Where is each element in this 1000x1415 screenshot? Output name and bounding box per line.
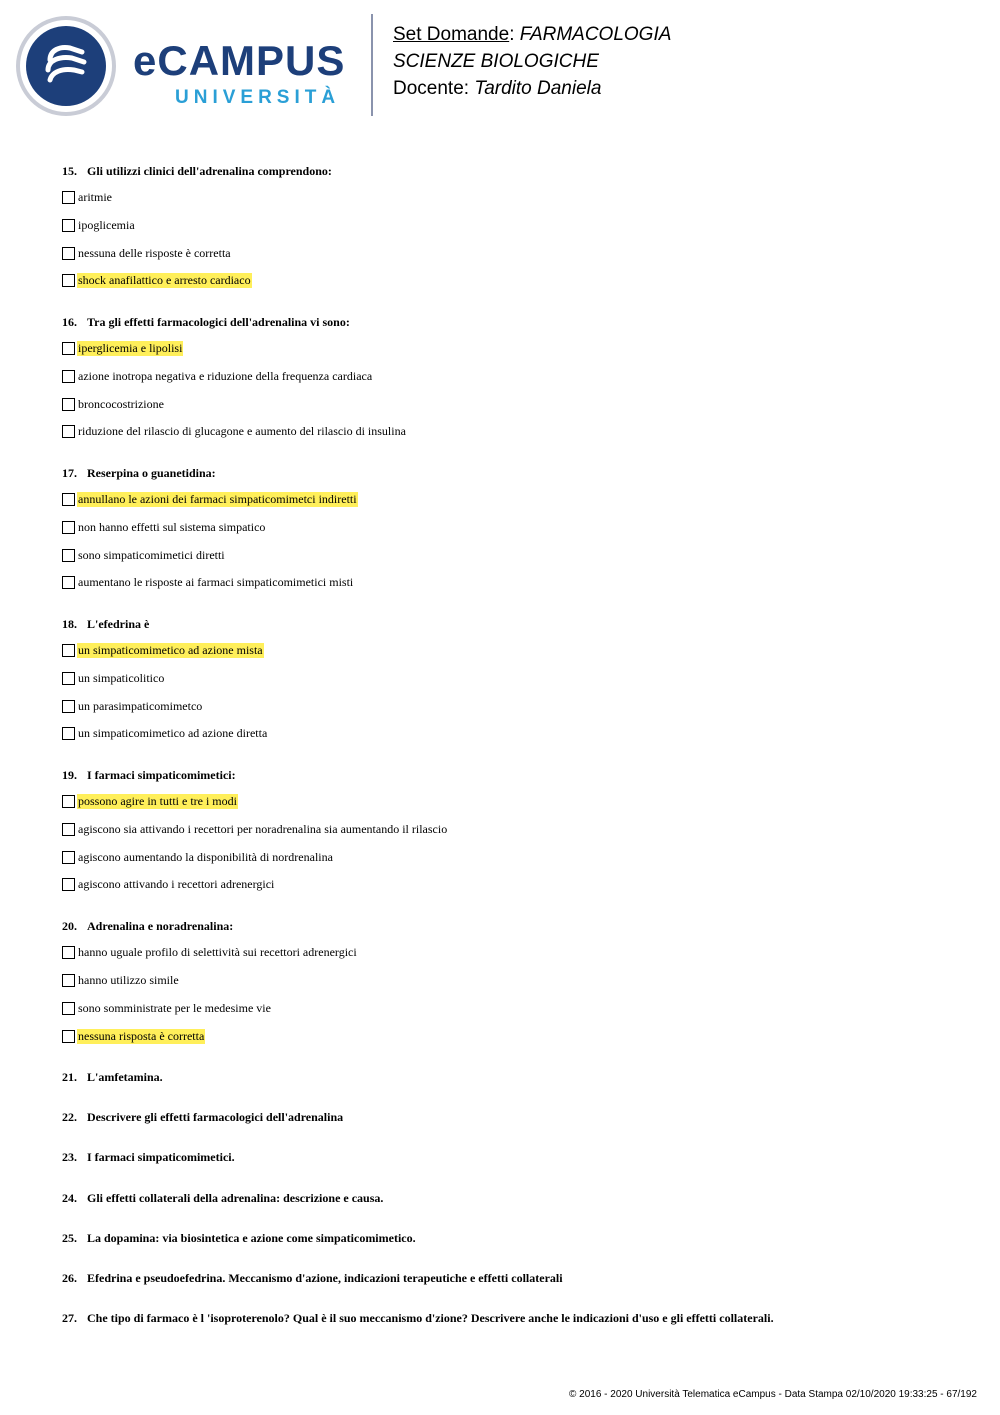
option[interactable]	[62, 670, 165, 686]
brand-subtitle: UNIVERSITÀ	[175, 87, 341, 108]
open-question-25	[62, 1231, 416, 1245]
checkbox[interactable]	[62, 1002, 75, 1015]
question-text: Tra gli effetti farmacologici dell'adrenalina vi sono:	[87, 315, 350, 329]
subject: FARMACOLOGIA	[519, 24, 672, 45]
option-text: aritmie	[78, 189, 112, 204]
question-number: 18.	[62, 617, 77, 631]
checkbox[interactable]	[62, 823, 75, 836]
checkbox[interactable]	[62, 521, 75, 534]
docente-name: Tardito Daniela	[474, 78, 602, 99]
option[interactable]	[62, 1000, 272, 1016]
question-number: 23.	[62, 1150, 77, 1164]
checkbox[interactable]	[62, 672, 75, 685]
checkbox[interactable]	[62, 795, 75, 808]
question-number: 17.	[62, 466, 77, 480]
question-17	[62, 466, 216, 480]
question-text: L'efedrina è	[87, 617, 150, 631]
option-text: riduzione del rilascio di glucagone e aumento del rilascio di insulina	[78, 423, 406, 438]
option[interactable]	[62, 876, 275, 892]
question-number: 20.	[62, 919, 77, 933]
question-text: Reserpina o guanetidina:	[87, 466, 216, 480]
option-text: aumentano le risposte ai farmaci simpaticomimetici misti	[78, 574, 354, 589]
checkbox[interactable]	[62, 493, 75, 506]
question-19	[62, 768, 236, 782]
option[interactable]	[62, 368, 373, 384]
option-text-highlighted: un simpaticomimetico ad azione mista	[78, 642, 263, 657]
question-text: Gli effetti collaterali della adrenalina: descrizione e causa.	[87, 1191, 384, 1205]
set-line: Set Domande: FARMACOLOGIA	[393, 24, 672, 45]
question-number: 16.	[62, 315, 77, 329]
option-text: agiscono sia attivando i recettori per noradrenalina sia aumentando il rilascio	[78, 821, 448, 836]
course-line	[393, 52, 599, 71]
page-header	[0, 0, 1000, 130]
option[interactable]	[62, 698, 203, 714]
question-number: 15.	[62, 164, 77, 178]
question-text: Adrenalina e noradrenalina:	[87, 919, 234, 933]
option-correct[interactable]	[62, 491, 358, 507]
option[interactable]	[62, 944, 358, 960]
option-correct[interactable]	[62, 1028, 205, 1044]
question-15	[62, 164, 332, 178]
checkbox[interactable]	[62, 342, 75, 355]
checkbox[interactable]	[62, 274, 75, 287]
question-text: I farmaci simpaticomimetici.	[87, 1150, 235, 1164]
course: SCIENZE BIOLOGICHE	[393, 51, 599, 72]
docente-label: Docente	[393, 78, 464, 99]
option-text: non hanno effetti sul sistema simpatico	[78, 519, 266, 534]
question-text: Che tipo di farmaco è l 'isoproterenolo? Qual è il suo meccanismo d'zione? Descrivere anche le indicazioni d'uso e gli effetti collaterali.	[87, 1311, 774, 1325]
checkbox[interactable]	[62, 576, 75, 589]
question-text: Efedrina e pseudoefedrina. Meccanismo d'azione, indicazioni terapeutiche e effetti collaterali	[87, 1271, 563, 1285]
checkbox[interactable]	[62, 851, 75, 864]
question-number: 24.	[62, 1191, 77, 1205]
page-footer: © 2016 - 2020 Università Telematica eCampus - Data Stampa 02/10/2020 19:33:25 - 67/192	[569, 1389, 977, 1400]
option-text: hanno utilizzo simile	[78, 972, 179, 987]
option[interactable]	[62, 189, 113, 205]
checkbox[interactable]	[62, 878, 75, 891]
option-text: hanno uguale profilo di selettività sui recettori adrenergici	[78, 944, 357, 959]
option-text-highlighted: possono agire in tutti e tre i modi	[78, 793, 237, 808]
ecampus-emblem-icon	[26, 26, 106, 106]
checkbox[interactable]	[62, 700, 75, 713]
option-text: un simpaticolitico	[78, 670, 165, 685]
option-text: azione inotropa negativa e riduzione della frequenza cardiaca	[78, 368, 373, 383]
option-correct[interactable]	[62, 272, 252, 288]
open-question-24	[62, 1191, 383, 1205]
option-text-highlighted: shock anafilattico e arresto cardiaco	[78, 272, 251, 287]
checkbox[interactable]	[62, 727, 75, 740]
option-text-highlighted: annullano le azioni dei farmaci simpaticomimetci indiretti	[78, 491, 357, 506]
option-text: nessuna delle risposte è corretta	[78, 245, 231, 260]
header-divider	[371, 14, 373, 116]
option-correct[interactable]	[62, 340, 183, 356]
option-correct[interactable]	[62, 642, 264, 658]
question-text: La dopamina: via biosintetica e azione come simpaticomimetico.	[87, 1231, 416, 1245]
option[interactable]	[62, 972, 180, 988]
option-text-highlighted: nessuna risposta è corretta	[78, 1028, 205, 1043]
question-text: Gli utilizzi clinici dell'adrenalina comprendono:	[87, 164, 332, 178]
checkbox[interactable]	[62, 1030, 75, 1043]
option-text: ipoglicemia	[78, 217, 135, 232]
option-text: agiscono attivando i recettori adrenergici	[78, 876, 275, 891]
checkbox[interactable]	[62, 370, 75, 383]
brand-name: eCAMPUS	[133, 37, 346, 84]
open-question-23	[62, 1150, 235, 1164]
option-text: sono somministrate per le medesime vie	[78, 1000, 271, 1015]
option[interactable]	[62, 245, 232, 261]
option[interactable]	[62, 217, 136, 233]
question-number: 26.	[62, 1271, 77, 1285]
open-question-22	[62, 1110, 343, 1124]
open-question-21	[62, 1070, 163, 1084]
option-text: un simpaticomimetico ad azione diretta	[78, 725, 268, 740]
option[interactable]	[62, 725, 268, 741]
question-number: 25.	[62, 1231, 77, 1245]
option[interactable]	[62, 574, 354, 590]
option-text: un parasimpaticomimetco	[78, 698, 203, 713]
ecampus-logo-badge	[16, 16, 116, 116]
option[interactable]	[62, 547, 226, 563]
open-question-27	[62, 1311, 774, 1325]
question-16	[62, 315, 350, 329]
question-20	[62, 919, 233, 933]
checkbox[interactable]	[62, 946, 75, 959]
checkbox[interactable]	[62, 191, 75, 204]
option[interactable]	[62, 423, 407, 439]
checkbox[interactable]	[62, 425, 75, 438]
checkbox[interactable]	[62, 549, 75, 562]
question-text: I farmaci simpaticomimetici:	[87, 768, 236, 782]
checkbox[interactable]	[62, 398, 75, 411]
open-question-26	[62, 1271, 563, 1285]
checkbox[interactable]	[62, 219, 75, 232]
option-text: broncocostrizione	[78, 396, 164, 411]
checkbox[interactable]	[62, 644, 75, 657]
set-label: Set Domande	[393, 24, 510, 45]
option-correct[interactable]	[62, 793, 238, 809]
option[interactable]	[62, 821, 448, 837]
checkbox[interactable]	[62, 974, 75, 987]
question-number: 19.	[62, 768, 77, 782]
checkbox[interactable]	[62, 247, 75, 260]
option[interactable]	[62, 519, 266, 535]
option-text-highlighted: iperglicemia e lipolisi	[78, 340, 183, 355]
option-text: sono simpaticomimetici diretti	[78, 547, 225, 562]
docente-line: Docente: Tardito Daniela	[393, 78, 602, 99]
question-18	[62, 617, 149, 631]
option-text: agiscono aumentando la disponibilità di nordrenalina	[78, 849, 333, 864]
option[interactable]	[62, 396, 165, 412]
question-text: Descrivere gli effetti farmacologici dell'adrenalina	[87, 1110, 344, 1124]
option[interactable]	[62, 849, 334, 865]
question-number: 27.	[62, 1311, 77, 1325]
question-text: L'amfetamina.	[87, 1070, 163, 1084]
question-number: 22.	[62, 1110, 77, 1124]
question-number: 21.	[62, 1070, 77, 1084]
